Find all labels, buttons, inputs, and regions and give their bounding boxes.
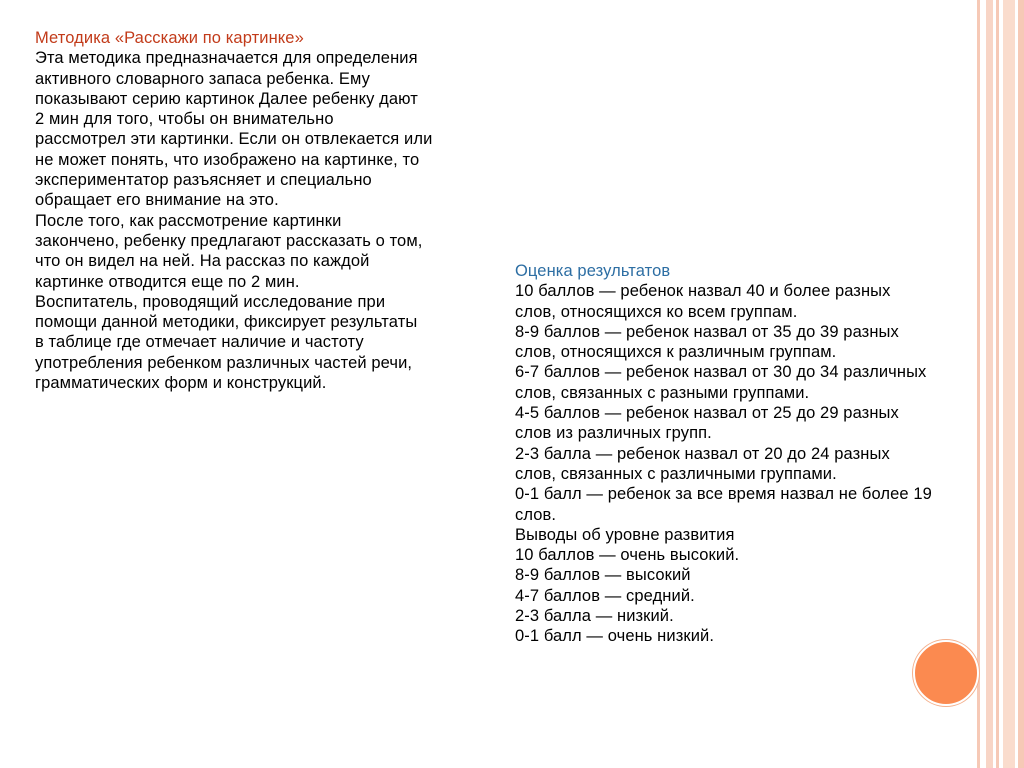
text-line: слов из различных групп. — [515, 424, 712, 443]
text-line: рассмотрел эти картинки. Если он отвлекается или — [35, 130, 433, 149]
results-title: Оценка результатов — [515, 262, 671, 280]
text-line: слов, связанных с различными группами. — [515, 464, 837, 483]
text-line: Воспитатель, проводящий исследование при — [35, 292, 386, 311]
text-line: в таблице где отмечает наличие и частоту — [35, 333, 364, 352]
text-line: 0-1 балл — очень низкий. — [515, 627, 715, 646]
text-line: активного словарного запаса ребенка. Ему — [35, 69, 370, 88]
results-evaluation — [515, 261, 1000, 647]
text-line: 4-7 баллов — средний. — [515, 586, 695, 605]
method-description — [35, 28, 505, 393]
text-line: слов, относящихся к различным группам. — [515, 343, 837, 362]
text-line: Выводы об уровне развития — [515, 525, 735, 544]
text-line: 8-9 баллов — высокий — [515, 566, 691, 585]
text-line: не может понять, что изображено на картинке, то — [35, 150, 420, 169]
text-line: 8-9 баллов — ребенок назвал от 35 до 39 разных — [515, 322, 899, 341]
text-line: слов, связанных с разными группами. — [515, 383, 810, 402]
decor-circle — [913, 640, 979, 706]
text-line: экспериментатор разъясняет и специально — [35, 171, 372, 190]
method-title: Методика «Расскажи по картинке» — [35, 29, 304, 47]
text-line: что он видел на ней. На рассказ по каждой — [35, 252, 370, 271]
decor-stripe — [1018, 0, 1024, 768]
text-line: 2 мин для того, чтобы он внимательно — [35, 110, 334, 129]
decor-stripe — [1003, 0, 1015, 768]
text-line: грамматических форм и конструкций. — [35, 374, 327, 393]
text-line: 6-7 баллов — ребенок назвал от 30 до 34 различных — [515, 363, 927, 382]
text-line: Эта методика предназначается для определения — [35, 49, 418, 68]
text-line: 10 баллов — очень высокий. — [515, 546, 740, 565]
text-line: закончено, ребенку предлагают рассказать о том, — [35, 231, 423, 250]
text-line: обращает его внимание на это. — [35, 191, 279, 210]
text-line: помощи данной методики, фиксирует результаты — [35, 313, 418, 332]
text-line: 4-5 баллов — ребенок назвал от 25 до 29 разных — [515, 404, 899, 423]
text-line: употребления ребенком различных частей речи, — [35, 353, 413, 372]
text-line: После того, как рассмотрение картинки — [35, 211, 342, 230]
text-line: картинке отводится еще по 2 мин. — [35, 272, 300, 291]
text-line: слов, относящихся ко всем группам. — [515, 302, 798, 321]
text-line: 2-3 балла — низкий. — [515, 607, 674, 626]
text-line: слов. — [515, 505, 557, 524]
text-line: 0-1 балл — ребенок за все время назвал не более 19 — [515, 485, 932, 504]
text-line: показывают серию картинок Далее ребенку дают — [35, 89, 418, 108]
text-line: 10 баллов — ребенок назвал 40 и более разных — [515, 282, 891, 301]
text-line: 2-3 балла — ребенок назвал от 20 до 24 разных — [515, 444, 890, 463]
